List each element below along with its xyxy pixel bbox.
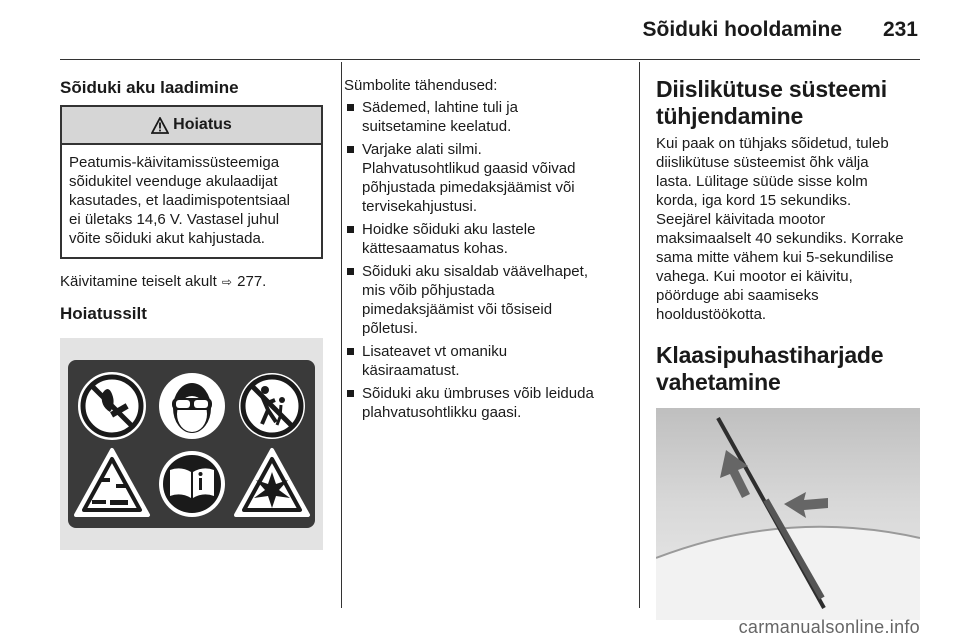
wiper-blade-illustration <box>656 408 920 620</box>
footer-watermark: carmanualsonline.info <box>738 617 920 637</box>
jump-start-page-link[interactable]: 277. <box>237 273 267 290</box>
text-line: diislikütuse süsteemist õhk välja <box>656 154 869 171</box>
column-3 <box>656 62 924 620</box>
list-item <box>344 220 626 258</box>
list-line: tervisekahjustusi. <box>362 198 478 215</box>
title-line: vahetamine <box>656 369 781 395</box>
text-line: hooldustöökotta. <box>656 306 767 323</box>
warning-line: ei ületaks 14,6 V. Vastasel juhul <box>69 211 280 228</box>
text-line: Kui paak on tühjaks sõidetud, tuleb <box>656 135 889 152</box>
read-manual-icon <box>159 451 225 517</box>
list-item <box>344 262 626 338</box>
column-1 <box>60 62 323 550</box>
text-line: pöörduge abi saamiseks <box>656 287 819 304</box>
list-item <box>344 342 626 380</box>
warning-triangle-icon <box>151 117 169 134</box>
text-line: lasta. Lülitage süüde sisse kolm <box>656 173 868 190</box>
text-line: sama mitte vähem kui 5-sekundilise <box>656 249 894 266</box>
list-line: Sädemed, lahtine tuli ja <box>362 99 518 116</box>
warning-line: sõidukitel veenduge akulaadijat <box>69 173 278 190</box>
list-line: käsiraamatust. <box>362 362 460 379</box>
warning-label: Hoiatus <box>173 116 232 133</box>
list-line: pimedaksjäämist või tõsiseid <box>362 301 553 318</box>
list-line: Sõiduki aku ümbruses võib leiduda <box>362 385 594 402</box>
left-arrow-icon <box>784 492 828 518</box>
column-2 <box>344 62 626 426</box>
list-item <box>344 384 626 422</box>
title-line: tühjendamine <box>656 103 804 129</box>
symbol-meanings-list <box>344 98 626 422</box>
battery-warning-label <box>68 360 315 528</box>
header-title: Sõiduki hooldamine <box>642 18 842 41</box>
list-item <box>344 140 626 216</box>
jump-start-reference <box>60 272 323 292</box>
list-item <box>344 98 626 136</box>
warning-label-image <box>60 338 323 550</box>
title-line: Diislikütuse süsteemi <box>656 76 887 102</box>
warning-line: kasutades, et laadimispotentsiaal <box>69 192 290 209</box>
section-title-wiper-replacement <box>656 342 924 396</box>
list-line: Hoidke sõiduki aku lastele <box>362 221 536 238</box>
page-number: 231 <box>882 18 918 41</box>
list-line: Varjake alati silmi. <box>362 141 482 158</box>
keep-children-away-icon <box>239 373 305 439</box>
warning-line: Peatumis-käivitamissüsteemiga <box>69 154 280 171</box>
text-line: Seejärel käivitada mootor <box>656 211 826 228</box>
section-title-battery-charging: Sõiduki aku laadimine <box>60 78 239 97</box>
warning-header <box>62 107 321 145</box>
no-fire-icon <box>79 373 145 439</box>
text-line: maksimaalselt 40 sekundiks. Korrake <box>656 230 904 247</box>
jump-start-text: Käivitamine teiselt akult <box>60 273 217 290</box>
list-line: kättesaamatus kohas. <box>362 240 508 257</box>
list-line: Lisateavet vt omaniku <box>362 343 508 360</box>
up-arrow-icon <box>720 450 750 498</box>
section-title-diesel-bleeding <box>656 76 924 130</box>
list-line: Plahvatusohtlikud gaasid võivad <box>362 160 576 177</box>
symbols-intro: Sümbolite tähendused: <box>344 77 498 94</box>
text-line: korda, iga kord 15 sekundiks. <box>656 192 852 209</box>
text-line: vahega. Kui mootor ei käivitu, <box>656 268 853 285</box>
list-line: plahvatusohtlikku gaasi. <box>362 404 522 421</box>
list-line: põletusi. <box>362 320 418 337</box>
title-line: Klaasipuhastiharjade <box>656 342 884 368</box>
eye-protection-icon <box>159 373 225 439</box>
warning-box <box>60 105 323 259</box>
warning-text <box>62 145 321 257</box>
list-line: Sõiduki aku sisaldab väävelhapet, <box>362 263 588 280</box>
page-header <box>60 18 920 60</box>
explosion-warning-icon <box>236 450 308 515</box>
list-line: mis võib põhjustada <box>362 282 495 299</box>
warning-line: võite sõiduki akut kahjustada. <box>69 230 265 247</box>
diesel-bleeding-text <box>656 134 924 324</box>
column-divider-2 <box>639 62 640 608</box>
page-ref-arrow-icon: ⇨ <box>221 275 232 289</box>
list-line: põhjustada pimedaksjäämist või <box>362 179 575 196</box>
list-line: suitsetamine keelatud. <box>362 118 512 135</box>
acid-warning-icon <box>76 450 148 515</box>
warning-label-title: Hoiatussilt <box>60 304 147 323</box>
column-divider-1 <box>341 62 342 608</box>
